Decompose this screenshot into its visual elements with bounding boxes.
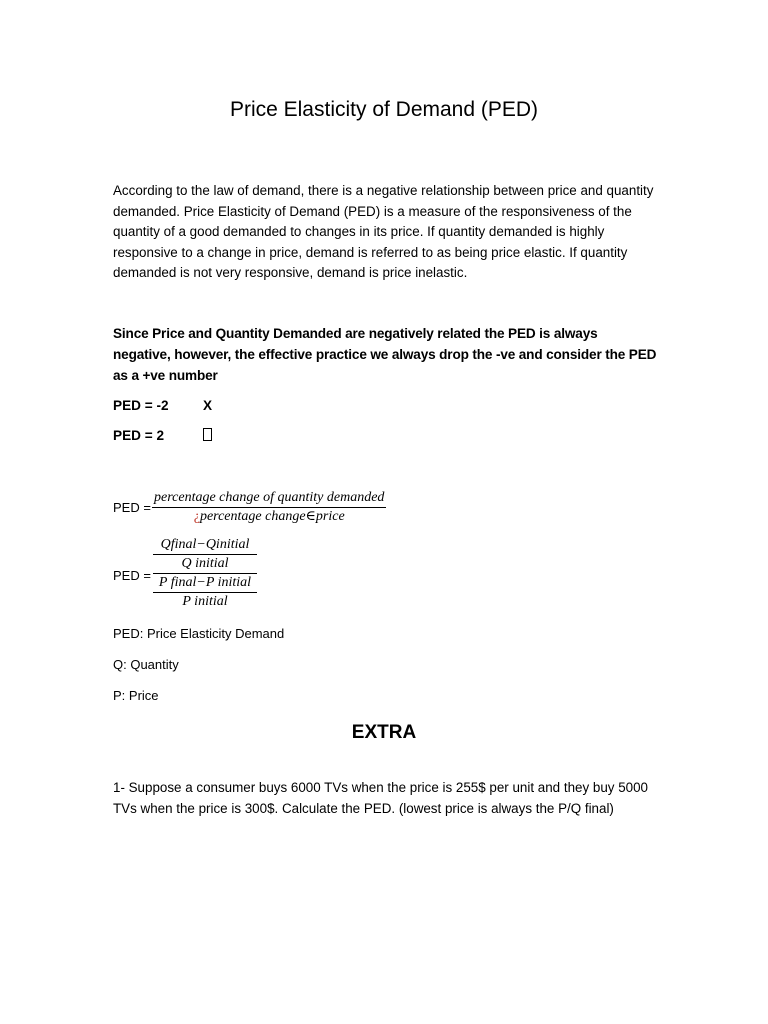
formula2-top-numerator: Qfinal−Qinitial xyxy=(160,537,250,552)
formula1-numerator: percentage change of quantity demanded xyxy=(154,490,385,505)
formula1-label: PED = xyxy=(113,500,151,515)
example-positive-label: PED = 2 xyxy=(113,428,165,443)
formula2-top-denominator: Q initial xyxy=(181,556,229,571)
intro-paragraph: According to the law of demand, there is a negative relationship between price and quantity demanded. Price Elasticity of Demand (PED) is a measure of the responsiveness of the quantity of a good demanded to changes in its price. If quantity demanded is highly responsive to a change in price, demand is referred to as being price elastic. If quantity demanded is not very responsive, demand is price inelastic. xyxy=(113,183,654,280)
formula2-bottom-denominator: P initial xyxy=(182,594,228,609)
definition-p: P: Price xyxy=(113,688,159,703)
check-box-icon xyxy=(203,426,212,446)
wrong-mark: X xyxy=(203,398,213,413)
formula1-fraction xyxy=(152,489,386,526)
formula2-bottom-fraction xyxy=(153,574,257,611)
question-paragraph: 1- Suppose a consumer buys 6000 TVs when the price is 255$ per unit and they buy 5000 TVs when the price is 300$. Calculate the PED. (lowest price is always the P/Q final) xyxy=(113,780,648,816)
formula1-denominator-text: percentage change∈price xyxy=(199,509,345,524)
formula2-top-fraction xyxy=(153,536,257,573)
extra-heading: EXTRA xyxy=(351,722,417,743)
ped-sign-note: Since Price and Quantity Demanded are negatively related the PED is always negative, however, the effective practice we always drop the -ve and consider the PED as a +ve number xyxy=(113,326,657,383)
example-negative xyxy=(113,396,213,416)
example-negative-label: PED = -2 xyxy=(113,398,169,413)
definition-q: Q: Quantity xyxy=(113,657,179,672)
definition-ped: PED: Price Elasticity Demand xyxy=(113,626,285,641)
page-title: Price Elasticity of Demand (PED) xyxy=(229,98,539,121)
formula2-bottom-numerator: P final−P initial xyxy=(158,575,252,590)
example-positive xyxy=(113,426,164,446)
formula1-denominator-prefix: ¿ xyxy=(193,509,200,524)
formula2-fraction xyxy=(153,536,257,611)
formula1-denominator xyxy=(152,508,386,526)
formula2-label: PED = xyxy=(113,568,151,583)
